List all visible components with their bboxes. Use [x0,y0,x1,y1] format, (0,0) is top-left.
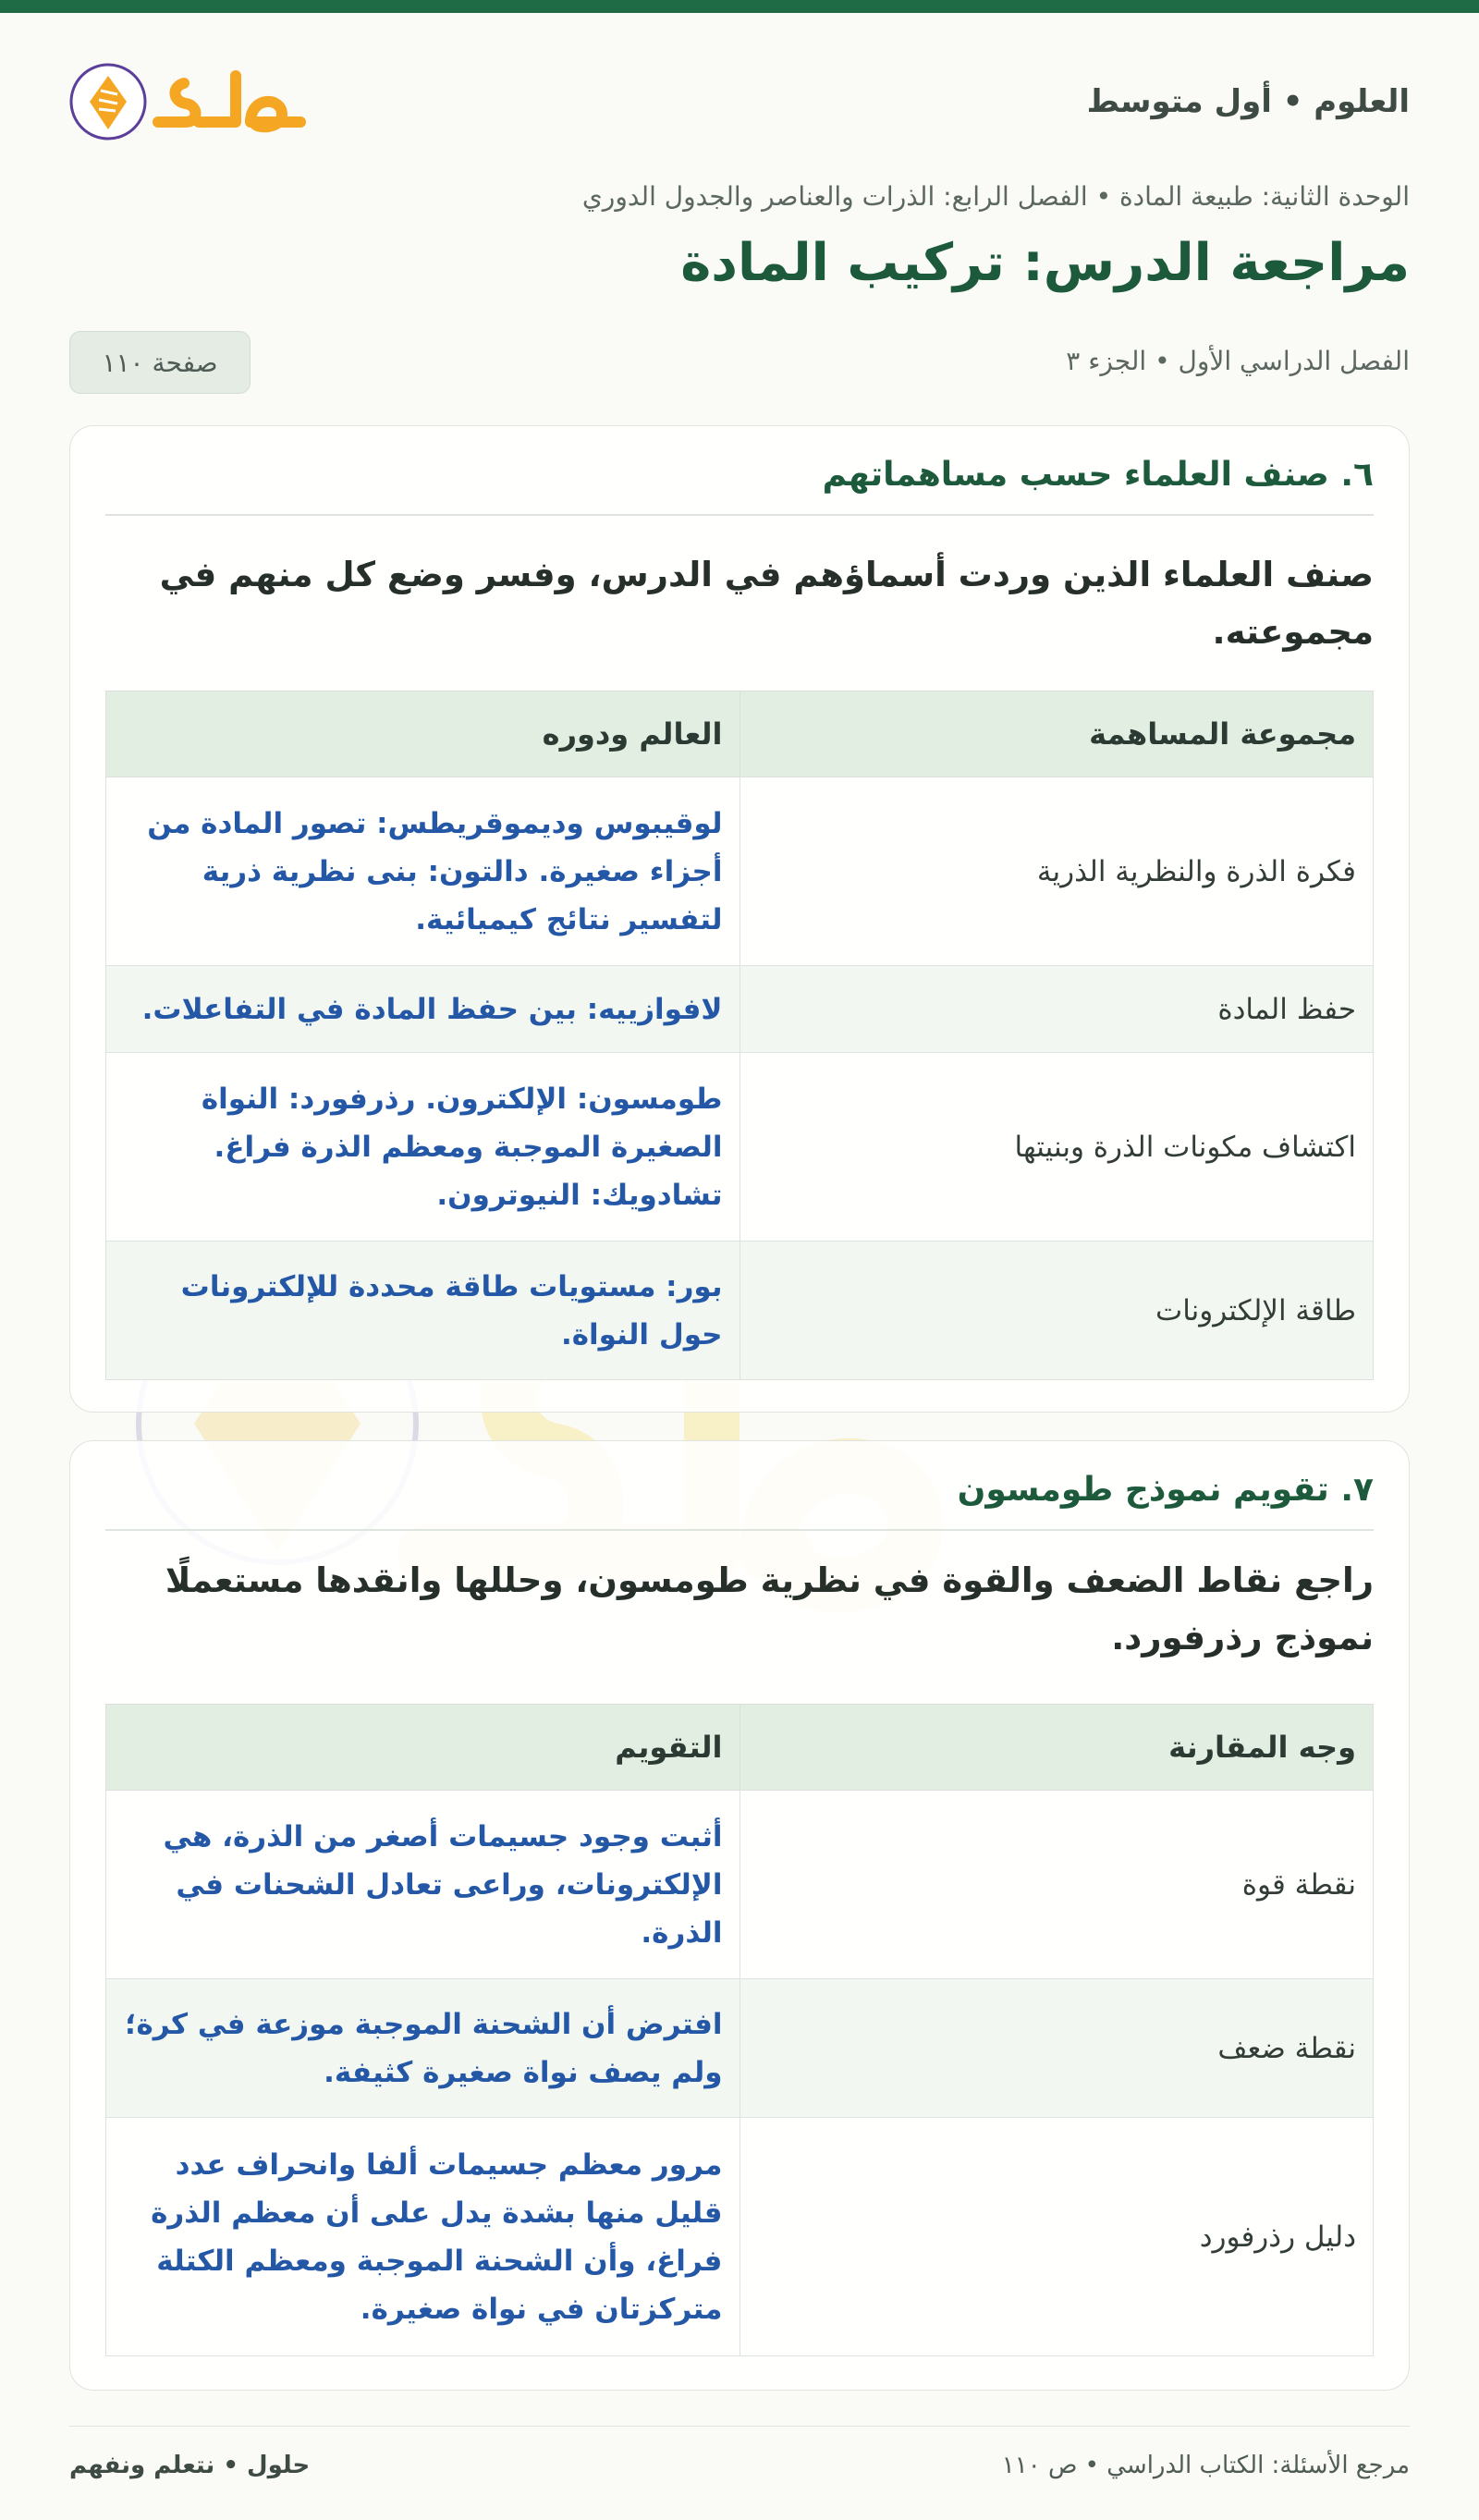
column-header: وجه المقارنة [740,1705,1374,1791]
table-row [106,1053,1374,1242]
page-title: مراجعة الدرس: تركيب المادة [680,233,1410,293]
table-row [106,2118,1374,2356]
answer-table [105,1704,1374,2356]
page-header [69,13,1410,189]
row-answer: طومسون: الإلكترون. رذرفورد: النواة الصغيرة الموجبة ومعظم الذرة فراغ. تشادويك: النيوترون. [106,1053,740,1242]
footer-reference: مرجع الأسئلة: الكتاب الدراسي • ص ١١٠ [1001,2452,1410,2479]
row-answer: بور: مستويات طاقة محددة للإلكترونات حول النواة. [106,1242,740,1380]
footer-divider [69,2426,1410,2427]
table-row [106,1242,1374,1380]
question-text: راجع نقاط الضعف والقوة في نظرية طومسون، وحللها وانقدها مستعملًا نموذج رذرفورد. [165,1560,1374,1658]
row-label: طاقة الإلكترونات [740,1242,1374,1380]
question-text: صنف العلماء الذين وردت أسماؤهم في الدرس، وفسر وضع كل منهم في مجموعته. [159,555,1374,652]
column-header: التقويم [106,1705,740,1791]
breadcrumb: الوحدة الثانية: طبيعة المادة • الفصل الرابع: الذرات والعناصر والجدول الدوري [581,181,1410,212]
question-card-7 [69,1440,1410,2391]
row-answer: افترض أن الشحنة الموجبة موزعة في كرة؛ ولم يصف نواة صغيرة كثيفة. [106,1979,740,2118]
top-accent-bar [0,0,1479,13]
footer-brand: حلول • نتعلم ونفهم [69,2452,311,2479]
row-label: فكرة الذرة والنظرية الذرية [740,777,1374,966]
answer-table [105,691,1374,1380]
hulul-logo[interactable] [69,50,319,152]
column-header: العالم ودوره [106,691,740,777]
term-meta: الفصل الدراسي الأول • الجزء ٣ [1066,346,1410,376]
question-heading: ٧. تقويم نموذج طومسون [105,1471,1374,1531]
page-number-badge: صفحة ١١٠ [69,331,251,394]
row-answer: مرور معظم جسيمات ألفا وانحراف عدد قليل منها بشدة يدل على أن معظم الذرة فراغ، وأن الشحنة الموجبة ومعظم الكتلة متركزتان في نواة صغيرة. [106,2118,740,2356]
row-label: نقطة ضعف [740,1979,1374,2118]
question-heading: ٦. صنف العلماء حسب مساهماتهم [105,456,1374,516]
row-answer: لافوازييه: بين حفظ المادة في التفاعلات. [106,966,740,1053]
row-answer: لوقيبوس وديموقريطس: تصور المادة من أجزاء صغيرة. دالتون: بنى نظرية ذرية لتفسير نتائج كيميائية. [106,777,740,966]
question-card-6 [69,425,1410,1413]
row-answer: أثبت وجود جسيمات أصغر من الذرة، هي الإلكترونات، وراعى تعادل الشحنات في الذرة. [106,1791,740,1979]
table-row [106,1979,1374,2118]
row-label: اكتشاف مكونات الذرة وبنيتها [740,1053,1374,1242]
table-row [106,777,1374,966]
row-label: دليل رذرفورد [740,2118,1374,2356]
subject-label: العلوم • أول متوسط [1086,83,1410,120]
table-row [106,1791,1374,1979]
row-label: نقطة قوة [740,1791,1374,1979]
column-header: مجموعة المساهمة [740,691,1374,777]
row-label: حفظ المادة [740,966,1374,1053]
table-row [106,966,1374,1053]
